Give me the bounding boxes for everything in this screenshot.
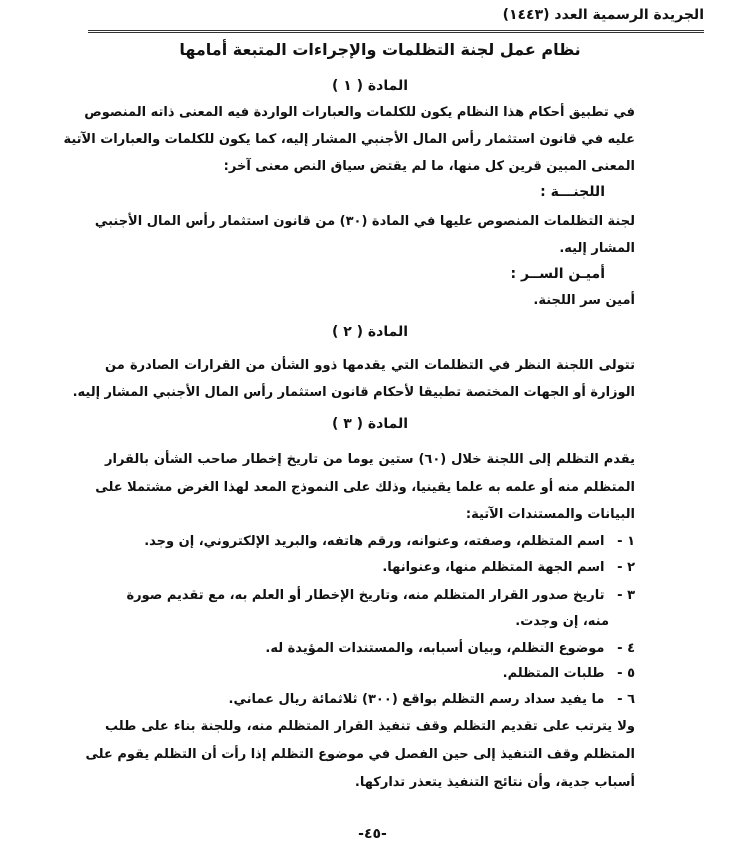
list-item-number: ٤ - bbox=[617, 641, 635, 656]
article-2-line-1: تتولى اللجنة النظر في التظلمات التي يقدمها ذوو الشأن من القرارات الصادرة من bbox=[105, 358, 635, 373]
article-3-heading: المادة ( ٣ ) bbox=[331, 416, 409, 432]
article-2-line-2: الوزارة أو الجهات المختصة تطبيقا لأحكام قانون استثمار رأس المال الأجنبي المشار إليه. bbox=[72, 385, 635, 400]
list-item-text: موضوع التظلم، وبيان أسبابه، والمستندات المؤيدة له. bbox=[265, 641, 605, 656]
article-3-line-3: البيانات والمستندات الآتية: bbox=[465, 507, 635, 522]
list-item-number: ٣ - bbox=[617, 588, 635, 603]
list-item-text: اسم الجهة المتظلم منها، وعنوانها. bbox=[382, 560, 605, 575]
list-item-4 bbox=[115, 640, 635, 658]
list-item-number: ٥ - bbox=[617, 666, 635, 681]
list-item-text: ما يفيد سداد رسم التظلم بواقع (٣٠٠) ثلاثمائة ريال عماني. bbox=[228, 692, 605, 707]
article-3-closing-line-2: المتظلم وقف التنفيذ إلى حين الفصل في موضوع التظلم إذا رأت أن التظلم يقوم على bbox=[85, 747, 635, 762]
definition-committee-line-1: لجنة التظلمات المنصوص عليها في المادة (٣٠) من قانون استثمار رأس المال الأجنبي bbox=[94, 214, 635, 229]
article-2-heading: المادة ( ٢ ) bbox=[331, 324, 409, 340]
definition-term-secretary: أميـن الســر : bbox=[510, 266, 605, 282]
list-item-text: اسم المتظلم، وصفته، وعنوانه، ورقم هاتفه، والبريد الإلكتروني، إن وجد. bbox=[144, 534, 605, 549]
list-item-text: تاريخ صدور القرار المتظلم منه، وتاريخ الإخطار أو العلم به، مع تقديم صورة bbox=[126, 588, 605, 603]
list-item-number: ١ - bbox=[617, 534, 635, 549]
article-3-line-1: يقدم التظلم إلى اللجنة خلال (٦٠) ستين يوما من تاريخ إخطار صاحب الشأن بالقرار bbox=[105, 452, 635, 467]
gazette-header-title: الجريدة الرسمية العدد (١٤٤٣) bbox=[502, 7, 704, 23]
article-1-line-3: المعنى المبين قرين كل منها، ما لم يقتض سياق النص معنى آخر: bbox=[223, 159, 635, 174]
definition-secretary-line: أمين سر اللجنة. bbox=[533, 293, 635, 308]
article-3-closing-line-3: أسباب جدية، وأن نتائج التنفيذ يتعذر تداركها. bbox=[354, 775, 635, 790]
article-1-line-1: في تطبيق أحكام هذا النظام يكون للكلمات والعبارات الواردة فيه المعنى ذاته المنصوص bbox=[84, 105, 635, 120]
list-item-1 bbox=[115, 533, 635, 551]
list-item-number: ٢ - bbox=[617, 560, 635, 575]
list-item-3 bbox=[115, 587, 635, 605]
article-1-line-2: عليه في قانون استثمار رأس المال الأجنبي المشار إليه، كما يكون للكلمات والعبارات الآتية bbox=[63, 132, 635, 147]
definition-term-committee: اللجنـــة : bbox=[540, 184, 605, 200]
list-item-5 bbox=[115, 665, 635, 683]
definition-committee-line-2: المشار إليه. bbox=[559, 241, 635, 256]
article-1-heading: المادة ( ١ ) bbox=[331, 78, 409, 94]
page-header bbox=[88, 6, 704, 33]
list-item-3-continuation: منه، إن وجدت. bbox=[515, 614, 609, 629]
page-number: -٤٥- bbox=[358, 826, 387, 842]
list-item-number: ٦ - bbox=[617, 692, 635, 707]
document-title: نظام عمل لجنة التظلمات والإجراءات المتبعة أمامها bbox=[179, 40, 581, 59]
list-item-text: طلبات المتظلم. bbox=[502, 666, 605, 681]
list-item-6 bbox=[115, 691, 635, 709]
article-3-closing-line-1: ولا يترتب على تقديم التظلم وقف تنفيذ القرار المتظلم منه، وللجنة بناء على طلب bbox=[105, 719, 635, 734]
article-3-line-2: المتظلم منه أو علمه به علما يقينيا، وذلك على النموذج المعد لهذا الغرض مشتملا على bbox=[95, 480, 635, 495]
list-item-2 bbox=[115, 559, 635, 577]
